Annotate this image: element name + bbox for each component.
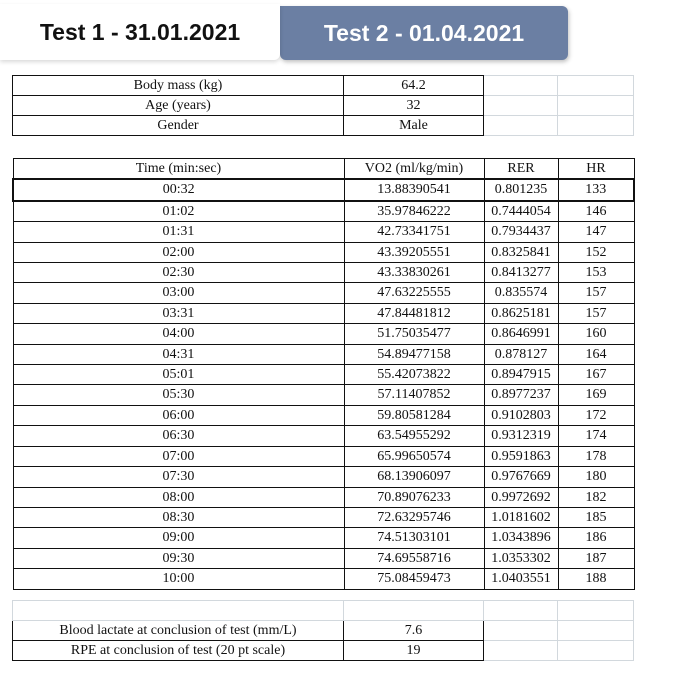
time-cell[interactable]: 03:00 <box>13 283 344 303</box>
rer-cell[interactable]: 1.0181602 <box>484 507 558 527</box>
empty-cell[interactable] <box>558 621 634 641</box>
rpe-value[interactable]: 19 <box>344 641 484 661</box>
hr-cell[interactable]: 169 <box>558 385 634 405</box>
hr-cell[interactable]: 157 <box>558 283 634 303</box>
vo2-cell[interactable]: 42.73341751 <box>344 222 484 242</box>
empty-cell[interactable] <box>13 601 344 621</box>
rer-cell[interactable]: 0.7934437 <box>484 222 558 242</box>
table-row <box>13 528 634 548</box>
blood-lactate-label[interactable]: Blood lactate at conclusion of test (mm/L) <box>13 621 344 641</box>
body-mass-label[interactable]: Body mass (kg) <box>13 76 344 96</box>
table-row <box>13 487 634 507</box>
rer-cell[interactable]: 1.0403551 <box>484 569 558 589</box>
hr-cell[interactable]: 146 <box>558 201 634 222</box>
empty-cell[interactable] <box>484 621 558 641</box>
table-row <box>13 621 634 641</box>
table-row <box>13 179 634 200</box>
rer-cell[interactable]: 1.0343896 <box>484 528 558 548</box>
time-cell[interactable]: 08:30 <box>13 507 344 527</box>
time-cell[interactable]: 03:31 <box>13 303 344 323</box>
sheet-tab-bar <box>0 0 700 66</box>
time-cell[interactable]: 01:31 <box>13 222 344 242</box>
vo2-cell[interactable]: 75.08459473 <box>344 569 484 589</box>
vo2-cell[interactable]: 55.42073822 <box>344 365 484 385</box>
rpe-label[interactable]: RPE at conclusion of test (20 pt scale) <box>13 641 344 661</box>
table-row <box>13 467 634 487</box>
time-cell[interactable]: 09:00 <box>13 528 344 548</box>
header-hr[interactable]: HR <box>558 159 634 180</box>
table-row <box>13 405 634 425</box>
gender-label[interactable]: Gender <box>13 116 344 136</box>
rer-cell[interactable]: 0.9767669 <box>484 467 558 487</box>
table-row <box>13 344 634 364</box>
vo2-cell[interactable]: 47.63225555 <box>344 283 484 303</box>
rer-cell[interactable]: 0.8325841 <box>484 242 558 262</box>
vo2-cell[interactable]: 59.80581284 <box>344 405 484 425</box>
table-row <box>13 201 634 222</box>
rer-cell[interactable]: 1.0353302 <box>484 548 558 568</box>
time-cell[interactable]: 10:00 <box>13 569 344 589</box>
vo2-cell[interactable]: 68.13906097 <box>344 467 484 487</box>
table-row <box>13 324 634 344</box>
test-data-table <box>12 158 635 590</box>
rer-cell[interactable]: 0.801235 <box>484 179 558 200</box>
rer-cell[interactable]: 0.835574 <box>484 283 558 303</box>
conclusion-table <box>12 600 634 661</box>
header-rer[interactable]: RER <box>484 159 558 180</box>
table-row <box>13 76 634 96</box>
gender-value[interactable]: Male <box>344 116 484 136</box>
empty-cell[interactable] <box>484 76 558 96</box>
time-cell[interactable]: 05:01 <box>13 365 344 385</box>
table-header-row <box>13 159 634 180</box>
hr-cell[interactable]: 153 <box>558 263 634 283</box>
hr-cell[interactable]: 157 <box>558 303 634 323</box>
time-cell[interactable]: 04:31 <box>13 344 344 364</box>
table-row <box>13 283 634 303</box>
table-row <box>13 446 634 466</box>
rer-cell[interactable]: 0.8413277 <box>484 263 558 283</box>
empty-cell[interactable] <box>558 601 634 621</box>
empty-cell[interactable] <box>344 601 484 621</box>
hr-cell[interactable]: 152 <box>558 242 634 262</box>
hr-cell[interactable]: 178 <box>558 446 634 466</box>
table-row <box>13 569 634 589</box>
hr-cell[interactable]: 164 <box>558 344 634 364</box>
vo2-cell[interactable]: 35.97846222 <box>344 201 484 222</box>
table-row <box>13 426 634 446</box>
time-cell[interactable]: 09:30 <box>13 548 344 568</box>
vo2-cell[interactable]: 57.11407852 <box>344 385 484 405</box>
empty-cell[interactable] <box>558 76 634 96</box>
table-row <box>13 242 634 262</box>
time-cell[interactable]: 06:30 <box>13 426 344 446</box>
empty-cell[interactable] <box>484 641 558 661</box>
time-cell[interactable]: 00:32 <box>13 179 344 200</box>
rer-cell[interactable]: 0.8625181 <box>484 303 558 323</box>
vo2-cell[interactable]: 43.39205551 <box>344 242 484 262</box>
table-row <box>13 116 634 136</box>
time-cell[interactable]: 01:02 <box>13 201 344 222</box>
hr-cell[interactable]: 147 <box>558 222 634 242</box>
table-row <box>13 263 634 283</box>
vo2-cell[interactable]: 51.75035477 <box>344 324 484 344</box>
table-row <box>13 222 634 242</box>
rer-cell[interactable]: 0.8646991 <box>484 324 558 344</box>
rer-cell[interactable]: 0.9102803 <box>484 405 558 425</box>
time-cell[interactable]: 02:00 <box>13 242 344 262</box>
rer-cell[interactable]: 0.8977237 <box>484 385 558 405</box>
table-row <box>13 365 634 385</box>
hr-cell[interactable]: 133 <box>558 179 634 200</box>
tab-test-2[interactable]: Test 2 - 01.04.2021 <box>280 6 568 60</box>
time-cell[interactable]: 07:30 <box>13 467 344 487</box>
empty-cell[interactable] <box>558 116 634 136</box>
blood-lactate-value[interactable]: 7.6 <box>344 621 484 641</box>
hr-cell[interactable]: 160 <box>558 324 634 344</box>
vo2-cell[interactable]: 74.69558716 <box>344 548 484 568</box>
empty-cell[interactable] <box>484 116 558 136</box>
vo2-cell[interactable]: 72.63295746 <box>344 507 484 527</box>
vo2-cell[interactable]: 43.33830261 <box>344 263 484 283</box>
hr-cell[interactable]: 182 <box>558 487 634 507</box>
time-cell[interactable]: 07:00 <box>13 446 344 466</box>
hr-cell[interactable]: 167 <box>558 365 634 385</box>
vo2-cell[interactable]: 63.54955292 <box>344 426 484 446</box>
empty-cell[interactable] <box>558 96 634 116</box>
header-time[interactable]: Time (min:sec) <box>13 159 344 180</box>
table-row <box>13 548 634 568</box>
vo2-cell[interactable]: 47.84481812 <box>344 303 484 323</box>
vo2-cell[interactable]: 70.89076233 <box>344 487 484 507</box>
table-row <box>13 385 634 405</box>
time-cell[interactable]: 04:00 <box>13 324 344 344</box>
vo2-cell[interactable]: 65.99650574 <box>344 446 484 466</box>
empty-cell[interactable] <box>558 641 634 661</box>
hr-cell[interactable]: 174 <box>558 426 634 446</box>
tab-test-1[interactable]: Test 1 - 31.01.2021 <box>0 4 280 60</box>
rer-cell[interactable]: 0.9972692 <box>484 487 558 507</box>
vo2-cell[interactable]: 54.89477158 <box>344 344 484 364</box>
time-cell[interactable]: 08:00 <box>13 487 344 507</box>
rer-cell[interactable]: 0.8947915 <box>484 365 558 385</box>
empty-cell[interactable] <box>484 601 558 621</box>
table-row <box>13 507 634 527</box>
table-row <box>13 641 634 661</box>
hr-cell[interactable]: 172 <box>558 405 634 425</box>
table-row <box>13 303 634 323</box>
hr-cell[interactable]: 180 <box>558 467 634 487</box>
hr-cell[interactable]: 185 <box>558 507 634 527</box>
age-label[interactable]: Age (years) <box>13 96 344 116</box>
time-cell[interactable]: 05:30 <box>13 385 344 405</box>
subject-info-table <box>12 75 634 136</box>
rer-cell[interactable]: 0.9591863 <box>484 446 558 466</box>
hr-cell[interactable]: 187 <box>558 548 634 568</box>
table-row <box>13 96 634 116</box>
empty-cell[interactable] <box>484 96 558 116</box>
time-cell[interactable]: 02:30 <box>13 263 344 283</box>
age-value[interactable]: 32 <box>344 96 484 116</box>
rer-cell[interactable]: 0.7444054 <box>484 201 558 222</box>
time-cell[interactable]: 06:00 <box>13 405 344 425</box>
rer-cell[interactable]: 0.878127 <box>484 344 558 364</box>
body-mass-value[interactable]: 64.2 <box>344 76 484 96</box>
vo2-cell[interactable]: 13.88390541 <box>344 179 484 200</box>
table-row <box>13 601 634 621</box>
header-vo2[interactable]: VO2 (ml/kg/min) <box>344 159 484 180</box>
hr-cell[interactable]: 188 <box>558 569 634 589</box>
hr-cell[interactable]: 186 <box>558 528 634 548</box>
rer-cell[interactable]: 0.9312319 <box>484 426 558 446</box>
vo2-cell[interactable]: 74.51303101 <box>344 528 484 548</box>
